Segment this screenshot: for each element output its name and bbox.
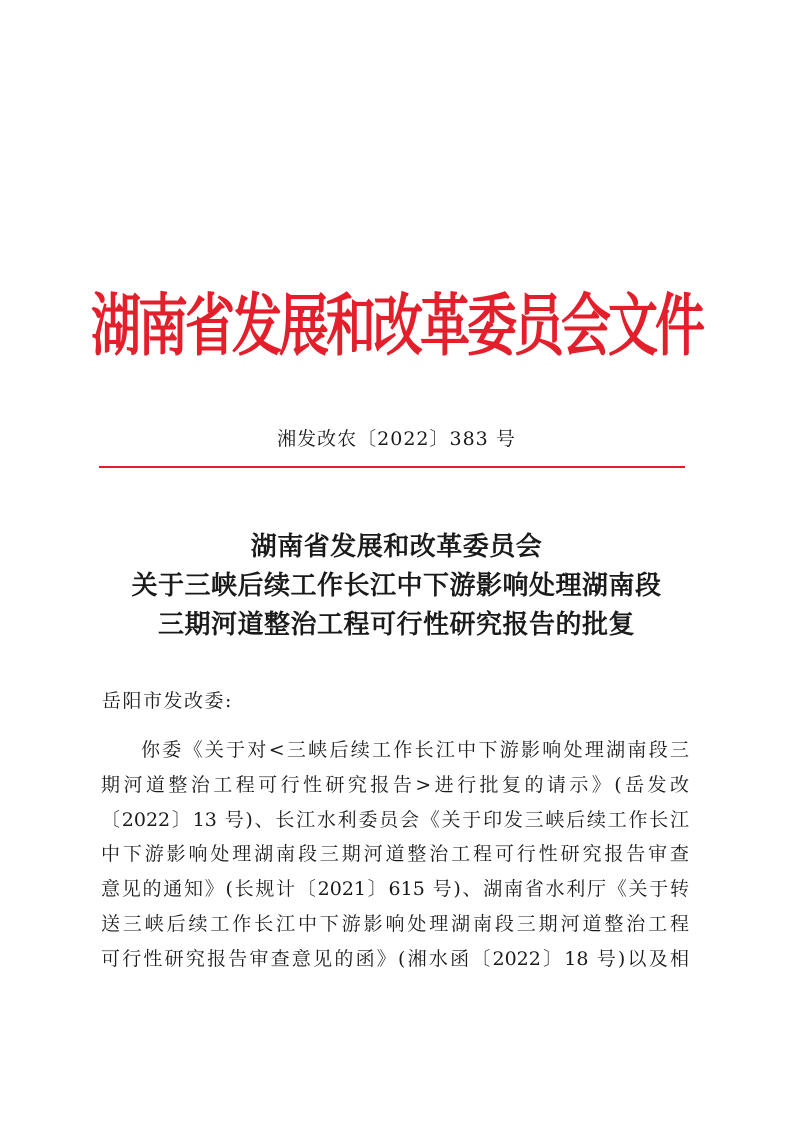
document-number: 湘发改农〔2022〕383 号: [277, 428, 516, 450]
title-line-2: 关于三峡后续工作长江中下游影响处理湖南段: [131, 571, 662, 601]
masthead-title: 湖南省发展和改革委员会文件: [91, 286, 702, 366]
body-line: 可行性研究报告审查意见的函》(湘水函〔2022〕18 号)以及相: [101, 947, 689, 970]
body-paragraph: [101, 733, 689, 977]
body-line: 〔2022〕13 号)、长江水利委员会《关于印发三峡后续工作长江: [101, 808, 689, 831]
red-divider-rule: [99, 466, 685, 468]
body-line: 期河道整治工程可行性研究报告>进行批复的请示》(岳发改: [101, 773, 689, 796]
body-line: 送三峡后续工作长江中下游影响处理湖南段三期河道整治工程: [101, 912, 689, 935]
body-line: 意见的通知》(长规计〔2021〕615 号)、湖南省水利厅《关于转: [101, 878, 689, 901]
title-line-1: 湖南省发展和改革委员会: [250, 532, 543, 562]
body-line: 你委《关于对<三峡后续工作长江中下游影响处理湖南段三: [141, 739, 689, 761]
document-title: [0, 528, 793, 645]
body-line: 中下游影响处理湖南段三期河道整治工程可行性研究报告审查: [101, 843, 689, 866]
title-line-3: 三期河道整治工程可行性研究报告的批复: [157, 610, 635, 640]
salutation: 岳阳市发改委:: [102, 690, 233, 712]
